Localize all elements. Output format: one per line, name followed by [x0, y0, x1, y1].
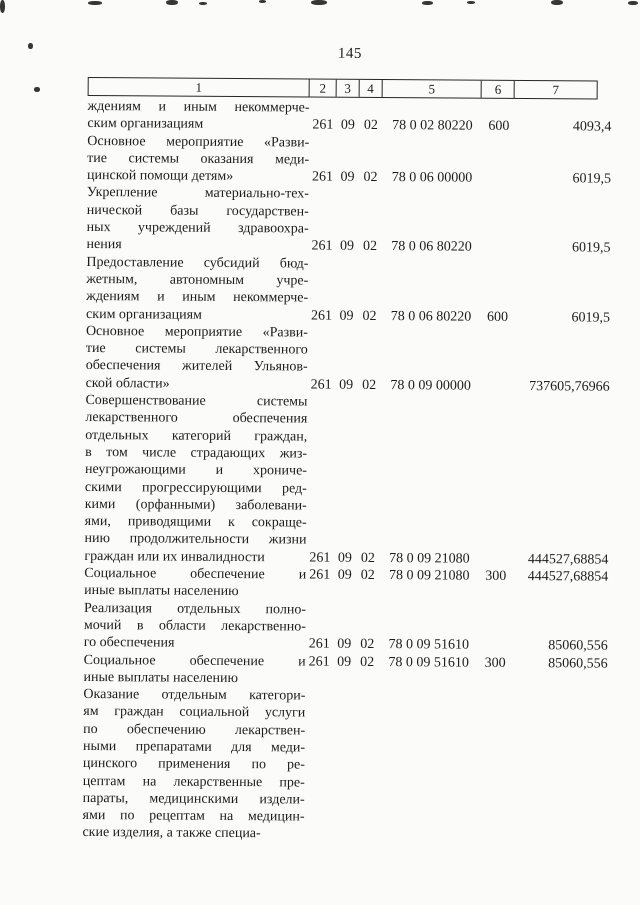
- text-line: тие системы оказания меди-: [87, 150, 310, 168]
- value-cell: 09: [337, 567, 352, 583]
- text-line: ных учреждений здравоохра-: [86, 220, 309, 237]
- header-cell-4: 4: [360, 80, 383, 97]
- row-text: [84, 392, 307, 567]
- value-cell: 09: [339, 308, 354, 324]
- text-line: Социальное обеспечение и: [83, 652, 306, 670]
- text-line: цинской помощи детям»: [87, 168, 234, 185]
- amount-cell: 6019,5: [572, 171, 612, 187]
- value-cell: 78 0 09 51610: [388, 654, 469, 671]
- table-row: [84, 392, 609, 569]
- table-row: [86, 254, 610, 327]
- value-cell: 261: [311, 169, 334, 185]
- row-text: [87, 133, 309, 186]
- value-cell: 02: [363, 118, 378, 134]
- row-text: [87, 98, 309, 134]
- value-cell: 78 0 06 80220: [391, 239, 472, 256]
- text-line: Основное мероприятие «Разви-: [85, 323, 309, 341]
- value-cell: 600: [488, 119, 510, 135]
- text-line: в том числе страдающих жиз-: [85, 444, 308, 462]
- value-cell: 09: [340, 239, 355, 255]
- text-line: ские изделия, а также специа-: [82, 825, 261, 842]
- amount-cell: 737605,76966: [529, 378, 610, 395]
- value-cell: 78 0 02 80220: [392, 118, 473, 134]
- text-line: Оказание отдельным категори-: [83, 687, 306, 704]
- table-row: [84, 565, 608, 603]
- value-cell: 261: [308, 636, 330, 652]
- table-row: [83, 651, 607, 689]
- value-cell: 02: [362, 308, 377, 324]
- value-cell: 261: [310, 377, 332, 393]
- value-cell: 78 0 09 21080: [388, 568, 470, 584]
- row-text: [87, 184, 309, 255]
- value-cell: 261: [308, 654, 330, 670]
- value-cell: 261: [311, 308, 333, 324]
- header-cell-2: 2: [310, 80, 337, 97]
- amount-cell: 6019,5: [571, 309, 611, 326]
- text-line: Социальное обеспечение и: [84, 565, 307, 583]
- text-line: параты, медицинскими издели-: [82, 790, 305, 808]
- row-text: [82, 686, 305, 843]
- value-cell: 02: [363, 239, 378, 255]
- text-line: обеспечения жителей Ульянов-: [85, 358, 308, 375]
- row-text: [84, 565, 306, 601]
- text-line: Укрепление материально-тех-: [86, 185, 309, 203]
- text-line: ями по рецептам на медицин-: [82, 808, 305, 825]
- value-cell: 300: [485, 568, 507, 584]
- text-line: ями, приводящими к сокраще-: [84, 514, 307, 531]
- text-line: нию продолжительности жизни: [84, 531, 307, 548]
- value-cell: 09: [340, 118, 355, 134]
- amount-cell: 6019,5: [572, 240, 611, 257]
- value-cell: 261: [309, 567, 331, 583]
- table-body: [82, 98, 611, 845]
- text-line: жетным, автономным учре-: [86, 271, 309, 289]
- row-text: [86, 254, 308, 325]
- text-line: граждан или их инвалидности: [84, 548, 265, 565]
- text-line: иные выплаты населению: [84, 583, 239, 600]
- text-line: скими прогрессирующими ред-: [84, 479, 307, 497]
- value-cell: 261: [311, 238, 333, 255]
- text-line: мочий в области лекарственно-: [83, 617, 306, 635]
- text-line: по обеспечению лекарствен-: [83, 721, 306, 739]
- value-cell: 02: [360, 637, 375, 653]
- value-cell: 300: [484, 655, 506, 671]
- text-line: ждениям и иным некоммерче-: [86, 289, 309, 306]
- value-cell: 78 0 09 00000: [390, 377, 471, 394]
- value-cell: 600: [487, 309, 509, 325]
- table-row: [86, 323, 610, 396]
- value-cell: 02: [362, 377, 377, 393]
- text-line: нения: [86, 237, 122, 253]
- text-line: ским организациям: [86, 306, 202, 323]
- amount-cell: 444527,68854: [527, 569, 609, 585]
- table-row: [87, 133, 611, 189]
- value-cell: 78 0 06 80220: [390, 308, 472, 325]
- table-row: [87, 184, 611, 257]
- text-line: Предоставление субсидий бюд-: [86, 254, 309, 272]
- value-cell: 261: [309, 550, 331, 566]
- text-line: тие системы лекарственного: [85, 341, 308, 358]
- row-text: [83, 651, 305, 687]
- text-line: ской области»: [85, 375, 170, 392]
- amount-cell: 85060,556: [548, 655, 608, 672]
- text-line: Реализация отдельных полно-: [83, 600, 307, 618]
- text-line: цинского применения по ре-: [82, 756, 305, 773]
- header-cell-5: 5: [382, 80, 482, 98]
- text-line: лекарственного обеспечения: [85, 410, 308, 427]
- value-cell: 09: [337, 654, 352, 670]
- value-cell: 78 0 09 21080: [389, 550, 470, 567]
- value-cell: 261: [312, 117, 334, 133]
- amount-cell: 85060,556: [548, 638, 608, 654]
- table-header: [88, 77, 598, 100]
- text-line: нической базы государствен-: [86, 202, 309, 220]
- text-line: ям граждан социальной услуги: [83, 704, 306, 721]
- value-cell: 02: [363, 170, 378, 186]
- header-cell-1: 1: [89, 78, 310, 97]
- value-cell: 78 0 09 51610: [388, 637, 470, 653]
- value-cell: [377, 844, 477, 845]
- table-row: [82, 686, 607, 845]
- text-line: кими (орфанными) заболевани-: [84, 496, 307, 514]
- text-line: цептам на лекарственные пре-: [82, 773, 305, 791]
- table-row: [87, 98, 611, 136]
- row-text: [86, 323, 308, 394]
- table-row: [84, 600, 608, 656]
- header-cell-7: 7: [552, 81, 560, 97]
- text-line: ским организациям: [87, 116, 204, 133]
- value-cell: 09: [339, 377, 354, 393]
- value-cell: 02: [360, 654, 375, 670]
- value-cell: 09: [337, 550, 352, 566]
- value-cell: 09: [340, 169, 355, 186]
- text-line: го обеспечения: [83, 635, 175, 651]
- row-text: [84, 600, 306, 653]
- value-cell: 02: [360, 550, 375, 566]
- text-line: Основное мероприятие «Разви-: [87, 133, 310, 151]
- value-cell: 09: [337, 636, 352, 653]
- text-line: иные выплаты населению: [83, 669, 239, 686]
- page-number: 145: [337, 45, 362, 62]
- amount-cell: 4093,4: [572, 119, 612, 135]
- text-line: неугрожающими и хрониче-: [84, 462, 308, 479]
- value-cell: 78 0 06 00000: [391, 170, 473, 186]
- text-line: отдельных категорий граждан,: [85, 427, 308, 445]
- header-cell-6: 6: [482, 81, 515, 98]
- amount-cell: 444527,68854: [527, 551, 609, 568]
- value-cell: 02: [360, 567, 375, 584]
- amount-cell: [510, 845, 606, 846]
- text-line: ными препаратами для меди-: [83, 738, 306, 756]
- header-cell-3: 3: [337, 80, 360, 97]
- text-line: ждениям и иным некоммерче-: [87, 98, 310, 116]
- text-line: Совершенствование системы: [85, 393, 308, 410]
